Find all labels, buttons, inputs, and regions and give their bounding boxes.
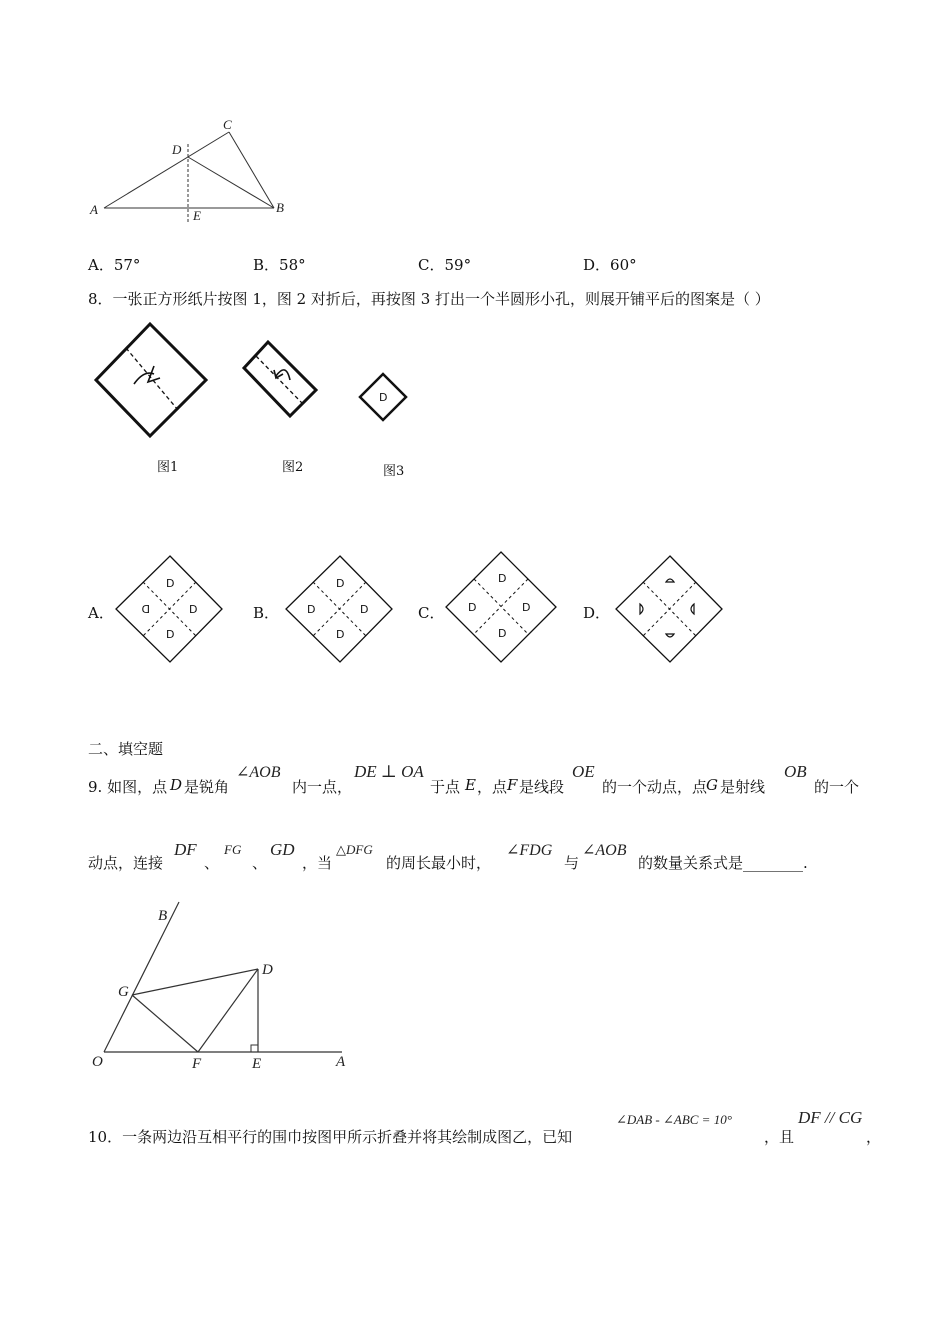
caption-fig1: 图1: [157, 460, 179, 475]
q9-triangle-dfg: △DFG: [336, 842, 373, 857]
caption-fig2: 图2: [282, 460, 304, 475]
q9-ray-ob: OB: [784, 762, 807, 781]
q9-text: 的一个: [814, 778, 860, 796]
q8-option-a-label[interactable]: A．: [88, 604, 114, 622]
q8-option-a-diagram[interactable]: [114, 554, 226, 666]
q8-option-b-label[interactable]: B．: [253, 604, 280, 622]
q9-figure: [88, 896, 358, 1076]
option-value: 60°: [610, 256, 637, 274]
hole-top: D: [498, 572, 507, 585]
label-e: E: [252, 1056, 262, 1072]
q9-text: 是锐角: [184, 778, 230, 796]
hole-bottom: D: [498, 627, 507, 640]
option-letter: B．: [253, 256, 280, 274]
q8-option-c-label[interactable]: C．: [418, 604, 445, 622]
label-d: D: [262, 962, 273, 978]
hole-top: D: [336, 577, 345, 590]
label-g: G: [118, 984, 129, 1000]
option-letter: A．: [88, 256, 114, 274]
q9-angle-aob: ∠AOB: [236, 764, 281, 781]
label-d: D: [172, 142, 182, 157]
q9-text: 内一点，: [292, 778, 353, 796]
q9-text: 、: [252, 854, 268, 872]
q8-fold-figures: [90, 318, 420, 448]
q9-text: 的数量关系式是________.: [638, 854, 808, 872]
q10-text: ，: [866, 1128, 882, 1146]
label-b: B: [158, 908, 168, 924]
q9-text: 、: [204, 854, 220, 872]
q10-text: 10．一条两边沿互相平行的围巾按图甲所示折叠并将其绘制成图乙，已知: [88, 1128, 573, 1146]
hole-d: D: [379, 391, 388, 404]
fold-figure-3: [360, 374, 406, 420]
hole-bottom: D: [166, 628, 175, 641]
q9-point-g: G: [706, 776, 718, 794]
segment-fd: [198, 969, 258, 1052]
q9-segment-oe: OE: [572, 762, 595, 781]
q9-text: 是线段: [519, 778, 565, 796]
ray-ob: [104, 902, 179, 1052]
fold-figure-1: [96, 324, 206, 436]
q9-text: ，点: [477, 778, 508, 796]
q9-angle-fdg: ∠FDG: [506, 842, 553, 859]
q9-segment-fg: FG: [224, 842, 242, 857]
hole-right: D: [189, 603, 198, 616]
q10-angle-condition: ∠DAB - ∠ABC = 10°: [616, 1112, 732, 1127]
q8-question: 8．一张正方形纸片按图 1，图 2 对折后，再按图 3 打出一个半圆形小孔，则展开铺平后的图案是（ ）: [88, 290, 770, 308]
q8-option-b-diagram[interactable]: [284, 554, 396, 666]
q9-text: 9. 如图，点: [88, 778, 168, 796]
hole-top: D: [166, 577, 175, 590]
q9-text: 于点: [430, 778, 461, 796]
segment-gf: [132, 995, 198, 1052]
hole-right: D: [522, 601, 531, 614]
q9-text: 动点，连接: [88, 854, 164, 872]
q9-segment-df: DF: [174, 840, 197, 859]
q9-point-f: F: [507, 776, 518, 794]
segment-cb: [229, 132, 274, 208]
label-b: B: [276, 200, 284, 215]
q7-option-b[interactable]: [253, 254, 306, 275]
q8-option-c-diagram[interactable]: [444, 550, 558, 664]
hole-left: D: [468, 601, 477, 614]
hole-top-icon: [666, 579, 674, 582]
q9-point-d: D: [170, 776, 183, 794]
q9-point-e: E: [465, 776, 476, 794]
option-value: 57°: [113, 256, 141, 274]
right-angle-mark: [251, 1045, 258, 1052]
hole-left-icon: [640, 604, 643, 614]
label-a: A: [90, 202, 98, 217]
q9-angle-aob-2: ∠AOB: [582, 842, 627, 859]
hole-left: D: [141, 603, 150, 616]
q9-text: 是射线: [720, 778, 766, 796]
caption-fig3: 图3: [383, 464, 405, 479]
label-e: E: [193, 208, 201, 223]
hole-bottom-icon: [666, 634, 674, 637]
option-letter: C．: [418, 256, 445, 274]
q9-de-perp-oa: DE ⊥ OA: [354, 762, 424, 781]
label-o: O: [92, 1054, 103, 1070]
q9-text: 与: [564, 854, 580, 872]
q10-df-parallel-cg: DF // CG: [798, 1108, 863, 1127]
hole-bottom: D: [336, 628, 345, 641]
q7-option-d[interactable]: [583, 254, 637, 275]
q9-text: ，当: [302, 854, 333, 872]
q7-option-c[interactable]: [418, 254, 471, 275]
option-value: 59°: [444, 256, 472, 274]
label-f: F: [192, 1056, 202, 1072]
q9-text: 的周长最小时，: [386, 854, 492, 872]
option-letter: D．: [583, 256, 611, 274]
segment-gd: [132, 969, 258, 995]
q8-option-d-label[interactable]: D．: [583, 604, 611, 622]
fold-figure-2: [244, 342, 316, 416]
q9-segment-gd: GD: [270, 840, 295, 859]
hole-right: D: [360, 603, 369, 616]
label-c: C: [223, 117, 232, 132]
q7-triangle-figure: [86, 112, 306, 232]
hole-right-icon: [691, 604, 694, 614]
option-value: 58°: [279, 256, 306, 274]
hole-left: D: [307, 603, 316, 616]
section-fill-blank-title: 二、填空题: [88, 740, 164, 758]
q8-option-d-diagram[interactable]: [614, 554, 726, 666]
label-a: A: [336, 1054, 346, 1070]
q7-option-a[interactable]: [88, 254, 140, 275]
q10-text: ，且: [764, 1128, 795, 1146]
segment-db: [188, 157, 274, 208]
q9-text: 的一个动点，点: [602, 778, 708, 796]
